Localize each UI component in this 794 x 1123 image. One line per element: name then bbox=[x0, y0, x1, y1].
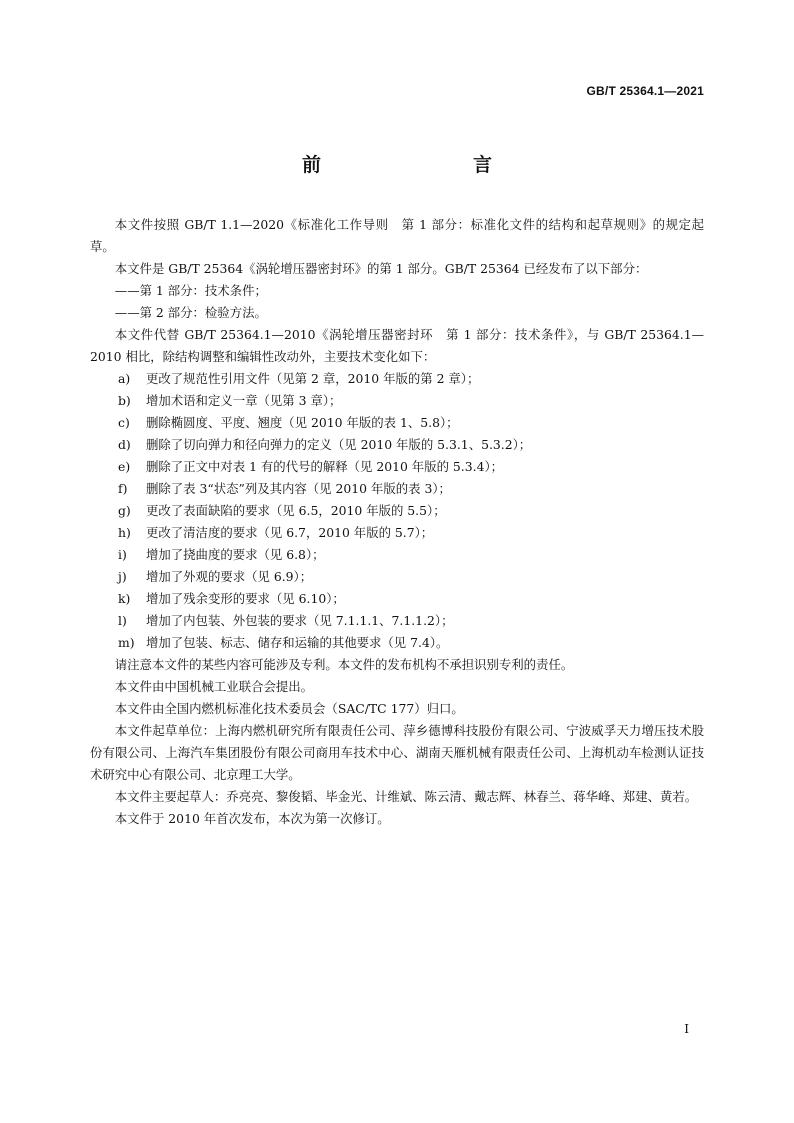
paragraph-parts-intro: 本文件是 GB/T 25364《涡轮增压器密封环》的第 1 部分。GB/T 25364 已经发布了以下部分： bbox=[114, 261, 648, 276]
item-label: b) bbox=[118, 393, 131, 408]
page-title: 前 言 bbox=[301, 154, 530, 176]
item-text: 删除椭圆度、平度、翘度（见 2010 年版的表 1、5.8）； bbox=[146, 415, 459, 430]
item-label: g) bbox=[118, 503, 131, 518]
item-text: 增加了包装、标志、储存和运输的其他要求（见 7.4）。 bbox=[146, 635, 449, 650]
item-text: 增加了外观的要求（见 6.9）； bbox=[146, 569, 313, 584]
item-text: 增加了内包装、外包装的要求（见 7.1.1.1、7.1.1.2）； bbox=[146, 613, 454, 628]
item-label: m) bbox=[118, 635, 135, 650]
dash-item-part-1: ——第 1 部分：技术条件； bbox=[114, 283, 267, 298]
paragraph-history: 本文件于 2010 年首次发布，本次为第一次修订。 bbox=[114, 811, 390, 826]
paragraph-managed-by: 本文件由全国内燃机标准化技术委员会（SAC/TC 177）归口。 bbox=[114, 701, 464, 716]
item-text: 更改了规范性引用文件（见第 2 章，2010 年版的第 2 章）； bbox=[146, 371, 480, 386]
item-text: 删除了切向弹力和径向弹力的定义（见 2010 年版的 5.3.1、5.3.2）； bbox=[146, 437, 532, 452]
change-item-e bbox=[90, 456, 704, 478]
change-item-b bbox=[90, 390, 704, 412]
item-text: 增加了挠曲度的要求（见 6.8）； bbox=[146, 547, 325, 562]
page-number: I bbox=[684, 1022, 689, 1036]
item-text: 更改了清洁度的要求（见 6.7，2010 年版的 5.7）； bbox=[146, 525, 434, 540]
paragraph-replacement: 本文件代替 GB/T 25364.1—2010《涡轮增压器密封环 第 1 部分：技术条件》，与 GB/T 25364.1—2010 相比，除结构调整和编辑性改动外，主要技术变化如下： bbox=[90, 327, 704, 364]
item-text: 增加术语和定义一章（见第 3 章）； bbox=[146, 393, 342, 408]
paragraph-patent-notice: 请注意本文件的某些内容可能涉及专利。本文件的发布机构不承担识别专利的责任。 bbox=[114, 657, 574, 672]
change-item-g bbox=[90, 500, 704, 522]
dash-item-part-2: ——第 2 部分：检验方法。 bbox=[114, 305, 267, 320]
standard-code: GB/T 25364.1—2021 bbox=[586, 84, 704, 98]
paragraph-drafters: 本文件主要起草人：乔亮亮、黎俊韬、毕金光、计维斌、陈云清、戴志辉、林春兰、蒋华峰、郑建、黄若。 bbox=[114, 789, 698, 804]
item-text: 更改了表面缺陷的要求（见 6.5，2010 年版的 5.5）； bbox=[146, 503, 446, 518]
item-text: 删除了表 3“状态”列及其内容（见 2010 年版的表 3）； bbox=[146, 481, 451, 496]
change-item-k bbox=[90, 588, 704, 610]
paragraph-drafting-units: 本文件起草单位：上海内燃机研究所有限责任公司、萍乡德博科技股份有限公司、宁波威孚天力增压技术股份有限公司、上海汽车集团股份有限公司商用车技术中心、湖南天雁机械有限责任公司、上海机动车检测认证技术研究中心有限公司、北京理工大学。 bbox=[90, 723, 704, 782]
paragraph-drafting-rules: 本文件按照 GB/T 1.1—2020《标准化工作导则 第 1 部分：标准化文件的结构和起草规则》的规定起草。 bbox=[90, 217, 704, 254]
item-label: e) bbox=[118, 459, 131, 474]
item-label: a) bbox=[118, 371, 131, 386]
change-item-c bbox=[90, 412, 704, 434]
change-item-l bbox=[90, 610, 704, 632]
item-label: h) bbox=[118, 525, 131, 540]
item-text: 删除了正文中对表 1 有的代号的解释（见 2010 年版的 5.3.4）； bbox=[146, 459, 504, 474]
change-item-h bbox=[90, 522, 704, 544]
item-label: c) bbox=[118, 415, 130, 430]
item-label: j) bbox=[118, 569, 127, 584]
paragraph-proposed-by: 本文件由中国机械工业联合会提出。 bbox=[114, 679, 314, 694]
item-label: l) bbox=[118, 613, 127, 628]
change-item-m bbox=[90, 632, 704, 654]
item-text: 增加了残余变形的要求（见 6.10）； bbox=[146, 591, 345, 606]
change-item-j bbox=[90, 566, 704, 588]
item-label: i) bbox=[118, 547, 127, 562]
item-label: k) bbox=[118, 591, 131, 606]
item-label: d) bbox=[118, 437, 131, 452]
foreword-body bbox=[90, 214, 704, 830]
change-item-a bbox=[90, 368, 704, 390]
change-item-d bbox=[90, 434, 704, 456]
change-item-i bbox=[90, 544, 704, 566]
change-item-f bbox=[90, 478, 704, 500]
item-label: f) bbox=[118, 481, 128, 496]
